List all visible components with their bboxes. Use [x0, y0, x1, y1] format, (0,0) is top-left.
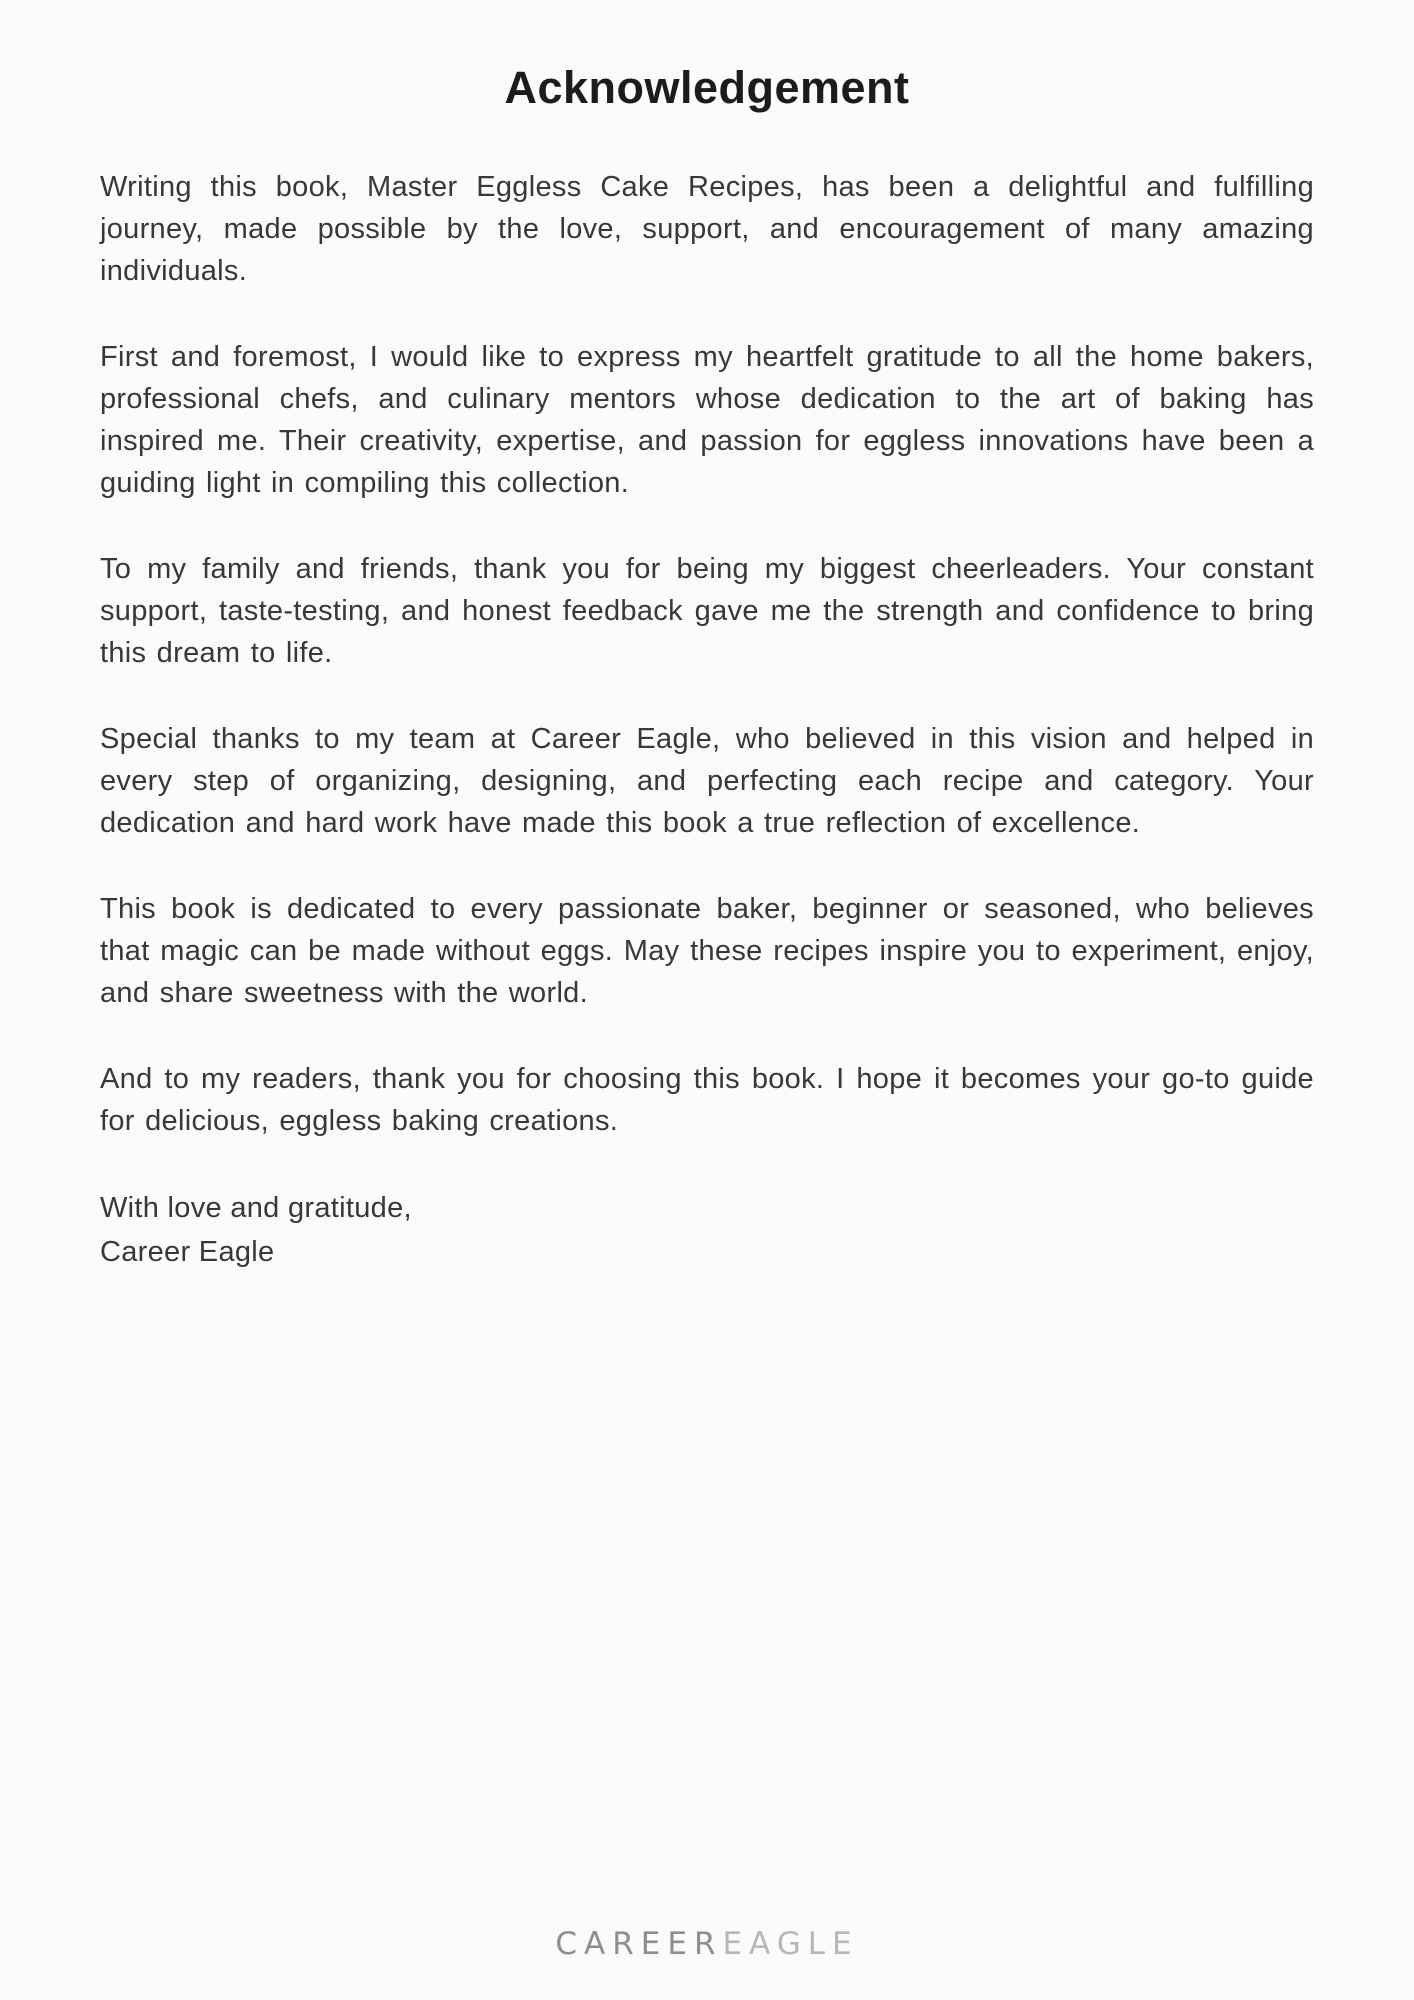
paragraph-2: First and foremost, I would like to express my heartfelt gratitude to all the home bakers, professional chefs, and culinary mentors whose dedication to the art of baking has inspired me. Their creativity, expertise, and passion for eggless innovations have been a guiding light in compiling this collection. — [100, 341, 1314, 499]
paragraph-6: And to my readers, thank you for choosing this book. I hope it becomes your go-to guide for delicious, eggless baking creations. — [100, 1063, 1314, 1137]
closing-line-2: Career Eagle — [100, 1236, 275, 1268]
paragraph-4: Special thanks to my team at Career Eagle, who believed in this vision and helped in every step of organizing, designing, and perfecting each recipe and category. Your dedication and hard work have made this book a true reflection of excellence. — [100, 723, 1314, 839]
brand-logo-eagle: EAGLE — [722, 1926, 859, 1962]
closing-line-1: With love and gratitude, — [100, 1192, 412, 1224]
paragraph-3: To my family and friends, thank you for being my biggest cheerleaders. Your constant support, taste-testing, and honest feedback gave me the strength and confidence to bring this dream to life. — [100, 553, 1314, 669]
brand-logo — [0, 1926, 1414, 1962]
body-text — [100, 166, 1314, 1142]
paragraph-5: This book is dedicated to every passionate baker, beginner or seasoned, who believes that magic can be made without eggs. May these recipes inspire you to experiment, enjoy, and share sweetness with the world. — [100, 893, 1314, 1009]
page-title: Acknowledgement — [504, 62, 910, 113]
brand-logo-career: CAREER — [555, 1926, 723, 1962]
paragraph-1: Writing this book, Master Eggless Cake Recipes, has been a delightful and fulfilling journey, made possible by the love, support, and encouragement of many amazing individuals. — [100, 171, 1314, 287]
closing-block — [100, 1186, 1314, 1274]
